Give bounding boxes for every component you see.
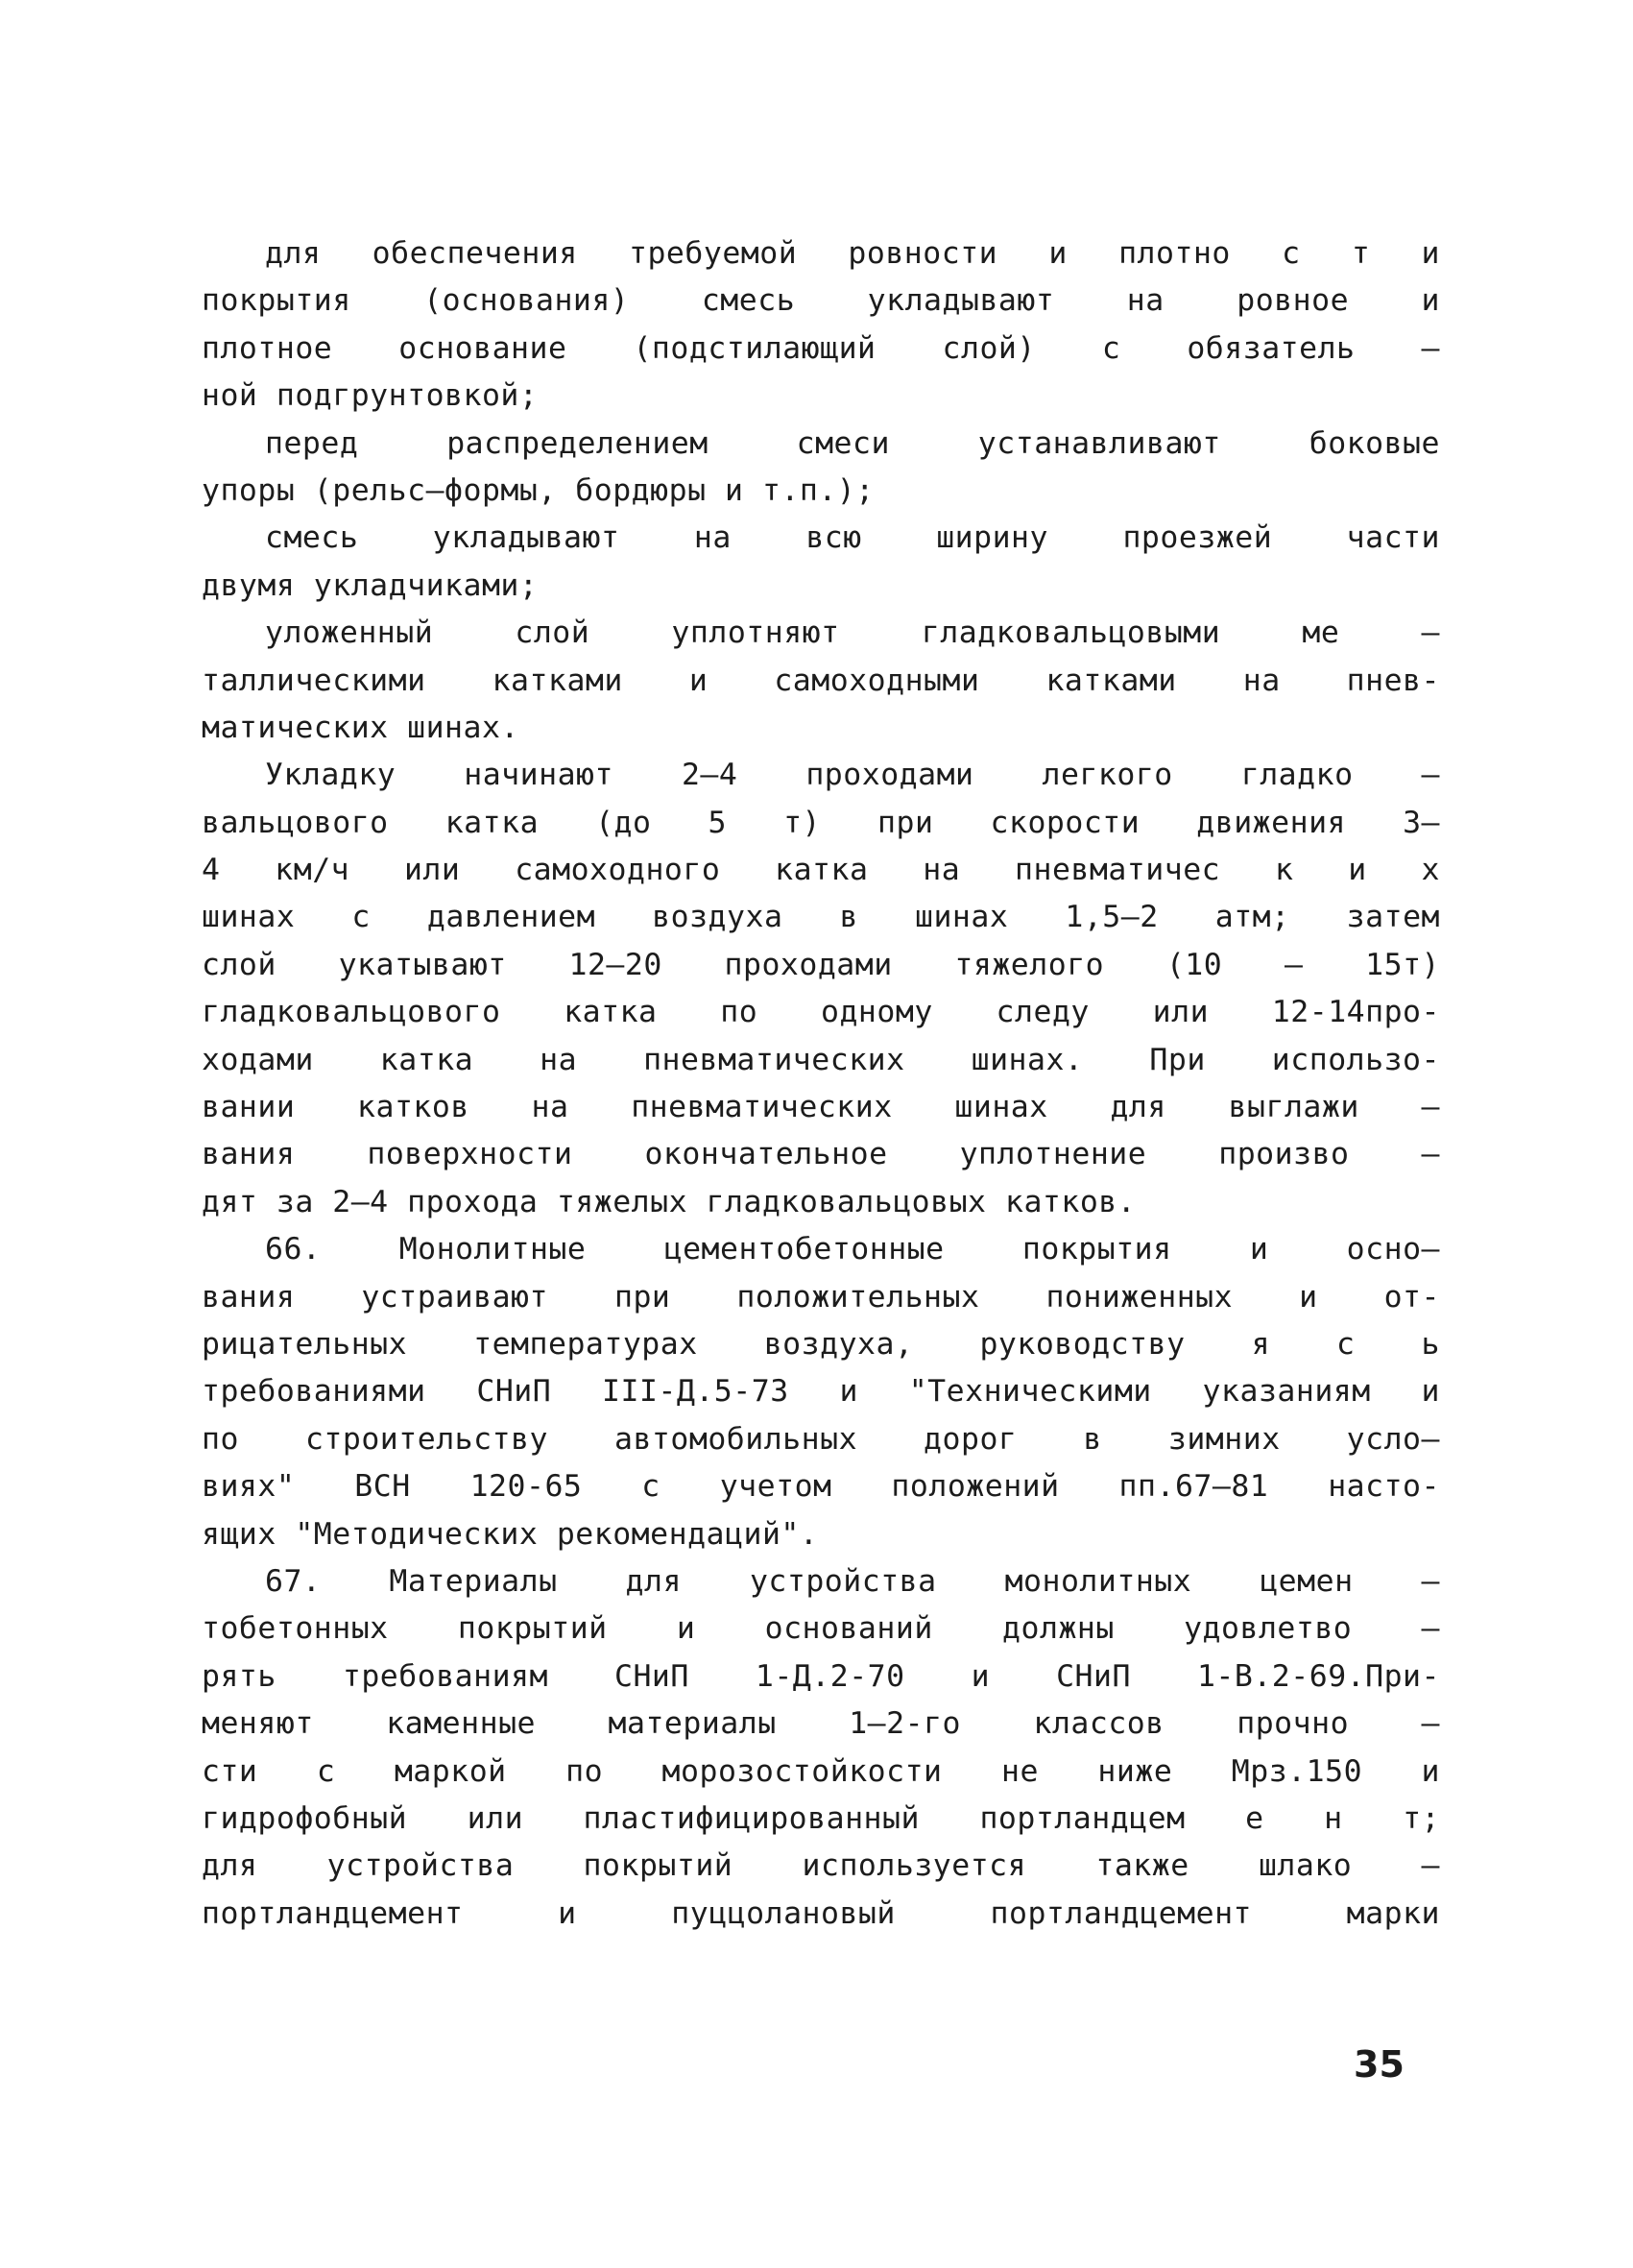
text-line: дят за 2–4 прохода тяжелых гладковальцовых катков. <box>202 1184 1137 1219</box>
text-line: смесь укладывают на всю ширину проезжей части <box>265 520 1440 556</box>
text-line: меняют каменные материалы 1–2-го классов прочно – <box>202 1706 1440 1742</box>
text-line: слой укатывают 12–20 проходами тяжелого (10 – 15т) <box>202 947 1440 982</box>
text-line: тобетонных покрытий и оснований должны удовлетво – <box>202 1611 1440 1647</box>
text-line: перед распределением смеси устанавливают боковые <box>265 425 1440 461</box>
text-line: сти с маркой по морозостойкости не ниже Мрз.150 и <box>202 1753 1440 1789</box>
text-line: плотное основание (подстилающий слой) с обязатель – <box>202 330 1440 366</box>
text-line: вании катков на пневматических шинах для выглажи – <box>202 1090 1440 1125</box>
text-line: рять требованиям СНиП 1-Д.2-70 и СНиП 1-В.2-69.При- <box>202 1658 1440 1694</box>
text-line: гидрофобный или пластифицированный портландцем е н т; <box>202 1800 1440 1836</box>
text-line: по строительству автомобильных дорог в зимних усло– <box>202 1421 1440 1457</box>
text-line: упоры (рельс–формы, бордюры и т.п.); <box>202 472 875 508</box>
text-line: вания поверхности окончательное уплотнение произво – <box>202 1137 1440 1172</box>
text-line: рицательных температурах воздуха, руководству я с ь <box>202 1326 1440 1362</box>
text-line: 67. Материалы для устройства монолитных цемен – <box>265 1563 1440 1599</box>
text-line: гладковальцового катка по одному следу или 12-14про- <box>202 995 1440 1030</box>
text-line: для обеспечения требуемой ровности и плотно с т и <box>265 236 1440 271</box>
text-line: для устройства покрытий используется также шлако – <box>202 1848 1440 1884</box>
text-line: ходами катка на пневматических шинах. При использо- <box>202 1042 1440 1077</box>
text-line: требованиями СНиП III-Д.5-73 и "Техническими указаниям и <box>202 1374 1440 1410</box>
document-body <box>202 230 1440 1938</box>
text-line: ной подгрунтовкой; <box>202 378 539 414</box>
text-line: ящих "Методических рекомендаций". <box>202 1516 819 1552</box>
text-line: таллическими катками и самоходными катками на пнев- <box>202 663 1440 698</box>
text-line: уложенный слой уплотняют гладковальцовыми ме – <box>265 615 1440 651</box>
text-line: виях" ВСН 120-65 с учетом положений пп.67–81 насто- <box>202 1469 1440 1505</box>
text-line: 66. Монолитные цементобетонные покрытия и осно– <box>265 1232 1440 1267</box>
text-line: вания устраивают при положительных пониженных и от- <box>202 1279 1440 1315</box>
text-line: покрытия (основания) смесь укладывают на ровное и <box>202 283 1440 319</box>
text-line: двумя укладчиками; <box>202 567 539 603</box>
text-line: 4 км/ч или самоходного катка на пневматичес к и х <box>202 853 1440 888</box>
text-line: портландцемент и пуццолановый портландцемент марки <box>202 1895 1440 1931</box>
text-line: матических шинах. <box>202 710 519 745</box>
text-line: шинах с давлением воздуха в шинах 1,5–2 атм; затем <box>202 900 1440 935</box>
text-line: вальцового катка (до 5 т) при скорости движения 3– <box>202 805 1440 840</box>
text-line: Укладку начинают 2–4 проходами легкого гладко – <box>265 758 1440 793</box>
page-number: 35 <box>1354 2043 1405 2086</box>
